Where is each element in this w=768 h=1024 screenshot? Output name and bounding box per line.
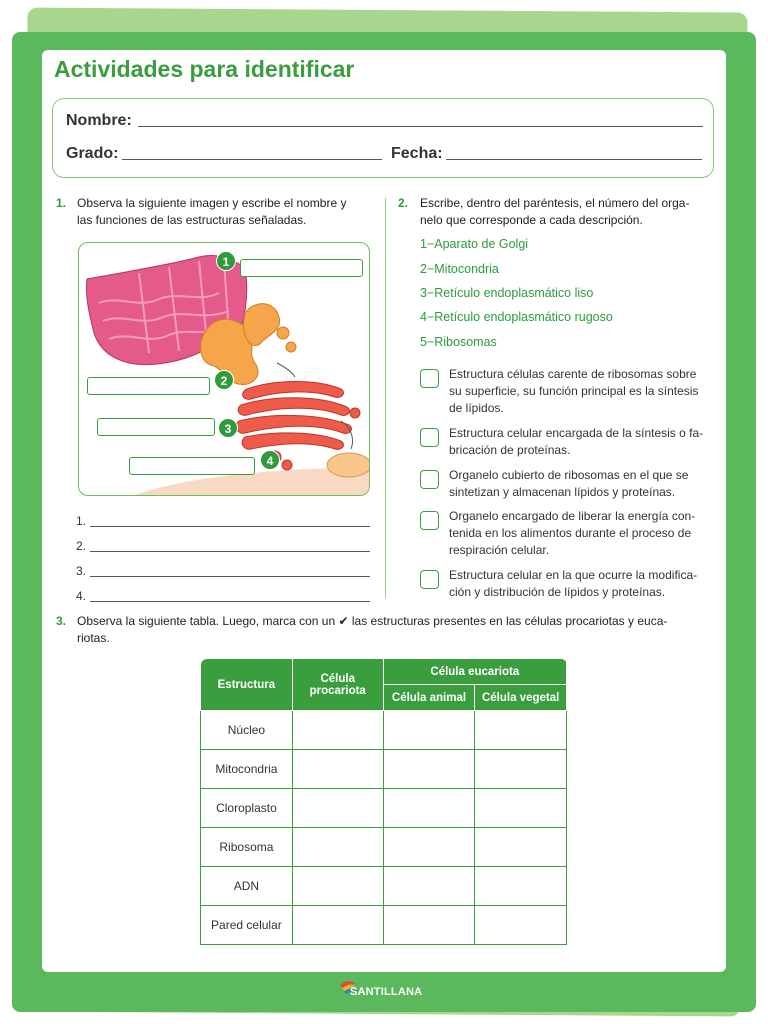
description-5 <box>449 567 717 601</box>
header-procariota-line2: procariota <box>309 684 366 697</box>
description-2-line1: Estructura celular encargada de la síntesis o fa- <box>449 426 704 440</box>
q2-text-line2: nelo que corresponde a cada descripción. <box>420 213 643 227</box>
cell-animal[interactable] <box>383 867 475 906</box>
cell-vegetal[interactable] <box>475 828 567 867</box>
table-row <box>201 867 567 906</box>
description-4-line2: tenida en los alimentos durante el proceso de <box>449 526 692 540</box>
cell-vegetal[interactable] <box>475 906 567 945</box>
label-box-3[interactable] <box>97 418 215 436</box>
description-1-line2: su superficie, su función principal es la síntesis <box>449 384 699 398</box>
q1-number: 1. <box>56 196 67 210</box>
description-1-line3: de lípidos. <box>449 401 504 415</box>
answer-checkbox-1[interactable] <box>420 369 439 388</box>
description-1-line1: Estructura células carente de ribosomas sobre <box>449 367 697 381</box>
description-3 <box>449 467 717 501</box>
description-4 <box>449 508 717 559</box>
fecha-field[interactable] <box>446 159 702 160</box>
row-label: Ribosoma <box>201 828 293 867</box>
q1-text-line1: Observa la siguiente imagen y escribe el nombre y <box>77 196 347 210</box>
cell-vegetal[interactable] <box>475 867 567 906</box>
badge-4: 4 <box>260 450 280 470</box>
row-label: Pared celular <box>201 906 293 945</box>
page-title: Actividades para identificar <box>54 56 355 82</box>
answer-line-3-label: 3. <box>76 564 87 578</box>
description-1 <box>449 366 717 417</box>
row-label: ADN <box>201 867 293 906</box>
label-box-4[interactable] <box>129 457 255 475</box>
header-procariota <box>292 659 383 711</box>
cell-vegetal[interactable] <box>475 789 567 828</box>
row-label: Cloroplasto <box>201 789 293 828</box>
header-animal: Célula animal <box>383 685 475 711</box>
q2-text-line1: Escribe, dentro del paréntesis, el número del orga- <box>420 196 690 210</box>
column-divider <box>385 198 386 598</box>
table-row <box>201 711 567 750</box>
grado-field[interactable] <box>122 159 382 160</box>
answer-line-2-label: 2. <box>76 539 87 553</box>
header-eucariota: Célula eucariota <box>383 659 566 685</box>
cell-vegetal[interactable] <box>475 711 567 750</box>
header-vegetal: Célula vegetal <box>475 685 567 711</box>
cell-procariota[interactable] <box>292 828 383 867</box>
table-row <box>201 750 567 789</box>
label-box-2[interactable] <box>87 377 210 395</box>
description-4-line1: Organelo encargado de liberar la energía con- <box>449 509 696 523</box>
answer-checkbox-5[interactable] <box>420 570 439 589</box>
cell-procariota[interactable] <box>292 906 383 945</box>
grado-label: Grado: <box>66 145 119 162</box>
cell-procariota[interactable] <box>292 711 383 750</box>
cell-procariota[interactable] <box>292 750 383 789</box>
q2-number: 2. <box>398 196 409 210</box>
row-label: Núcleo <box>201 711 293 750</box>
answer-line-4[interactable] <box>76 589 86 603</box>
cell-procariota[interactable] <box>292 867 383 906</box>
table-row <box>201 789 567 828</box>
cell-animal[interactable] <box>383 750 475 789</box>
q3-text-line1: Observa la siguiente tabla. Luego, marca con un ✔ las estructuras presentes en las células procariotas y euca- <box>77 614 668 628</box>
description-3-line1: Organelo cubierto de ribosomas en el que se <box>449 468 689 482</box>
student-info-box <box>52 98 714 178</box>
answer-line-4-label: 4. <box>76 589 87 603</box>
option-4: 4−Retículo endoplasmático rugoso <box>420 310 613 324</box>
option-5: 5−Ribosomas <box>420 335 497 349</box>
description-2-line2: bricación de proteínas. <box>449 443 571 457</box>
answer-line-1[interactable] <box>76 514 86 528</box>
cell-vegetal[interactable] <box>475 750 567 789</box>
badge-1: 1 <box>216 251 236 271</box>
q1-text-line2: las funciones de las estructuras señaladas. <box>77 213 307 227</box>
table-row <box>201 906 567 945</box>
header-estructura: Estructura <box>201 659 293 711</box>
label-box-1[interactable] <box>240 259 363 277</box>
badge-3: 3 <box>218 418 238 438</box>
header-procariota-line1: Célula <box>320 672 355 685</box>
option-1: 1−Aparato de Golgi <box>420 237 529 251</box>
description-4-line3: respiración celular. <box>449 543 550 557</box>
answer-checkbox-2[interactable] <box>420 428 439 447</box>
structures-table <box>200 658 567 945</box>
table-row <box>201 828 567 867</box>
cell-procariota[interactable] <box>292 789 383 828</box>
answer-checkbox-4[interactable] <box>420 511 439 530</box>
cell-animal[interactable] <box>383 711 475 750</box>
nombre-label: Nombre: <box>66 112 132 129</box>
answer-line-1-label: 1. <box>76 514 87 528</box>
q3-text-line2: riotas. <box>77 631 110 645</box>
brand-name: SANTILLANA <box>350 986 423 998</box>
answer-checkbox-3[interactable] <box>420 470 439 489</box>
answer-line-2[interactable] <box>76 539 86 553</box>
fecha-label: Fecha: <box>391 145 443 162</box>
badge-2: 2 <box>214 370 234 390</box>
q3-number: 3. <box>56 614 67 628</box>
cell-animal[interactable] <box>383 828 475 867</box>
cell-animal[interactable] <box>383 906 475 945</box>
answer-line-3[interactable] <box>76 564 86 578</box>
cell-animal[interactable] <box>383 789 475 828</box>
nombre-field[interactable] <box>138 126 703 127</box>
row-label: Mitocondria <box>201 750 293 789</box>
option-3: 3−Retículo endoplasmático liso <box>420 286 594 300</box>
description-2 <box>449 425 717 459</box>
description-3-line2: sintetizan y almacenan lípidos y proteínas. <box>449 485 676 499</box>
description-5-line1: Estructura celular en la que ocurre la modifica- <box>449 568 698 582</box>
option-2: 2−Mitocondria <box>420 262 499 276</box>
description-5-line2: ción y distribución de lípidos y proteínas. <box>449 585 666 599</box>
